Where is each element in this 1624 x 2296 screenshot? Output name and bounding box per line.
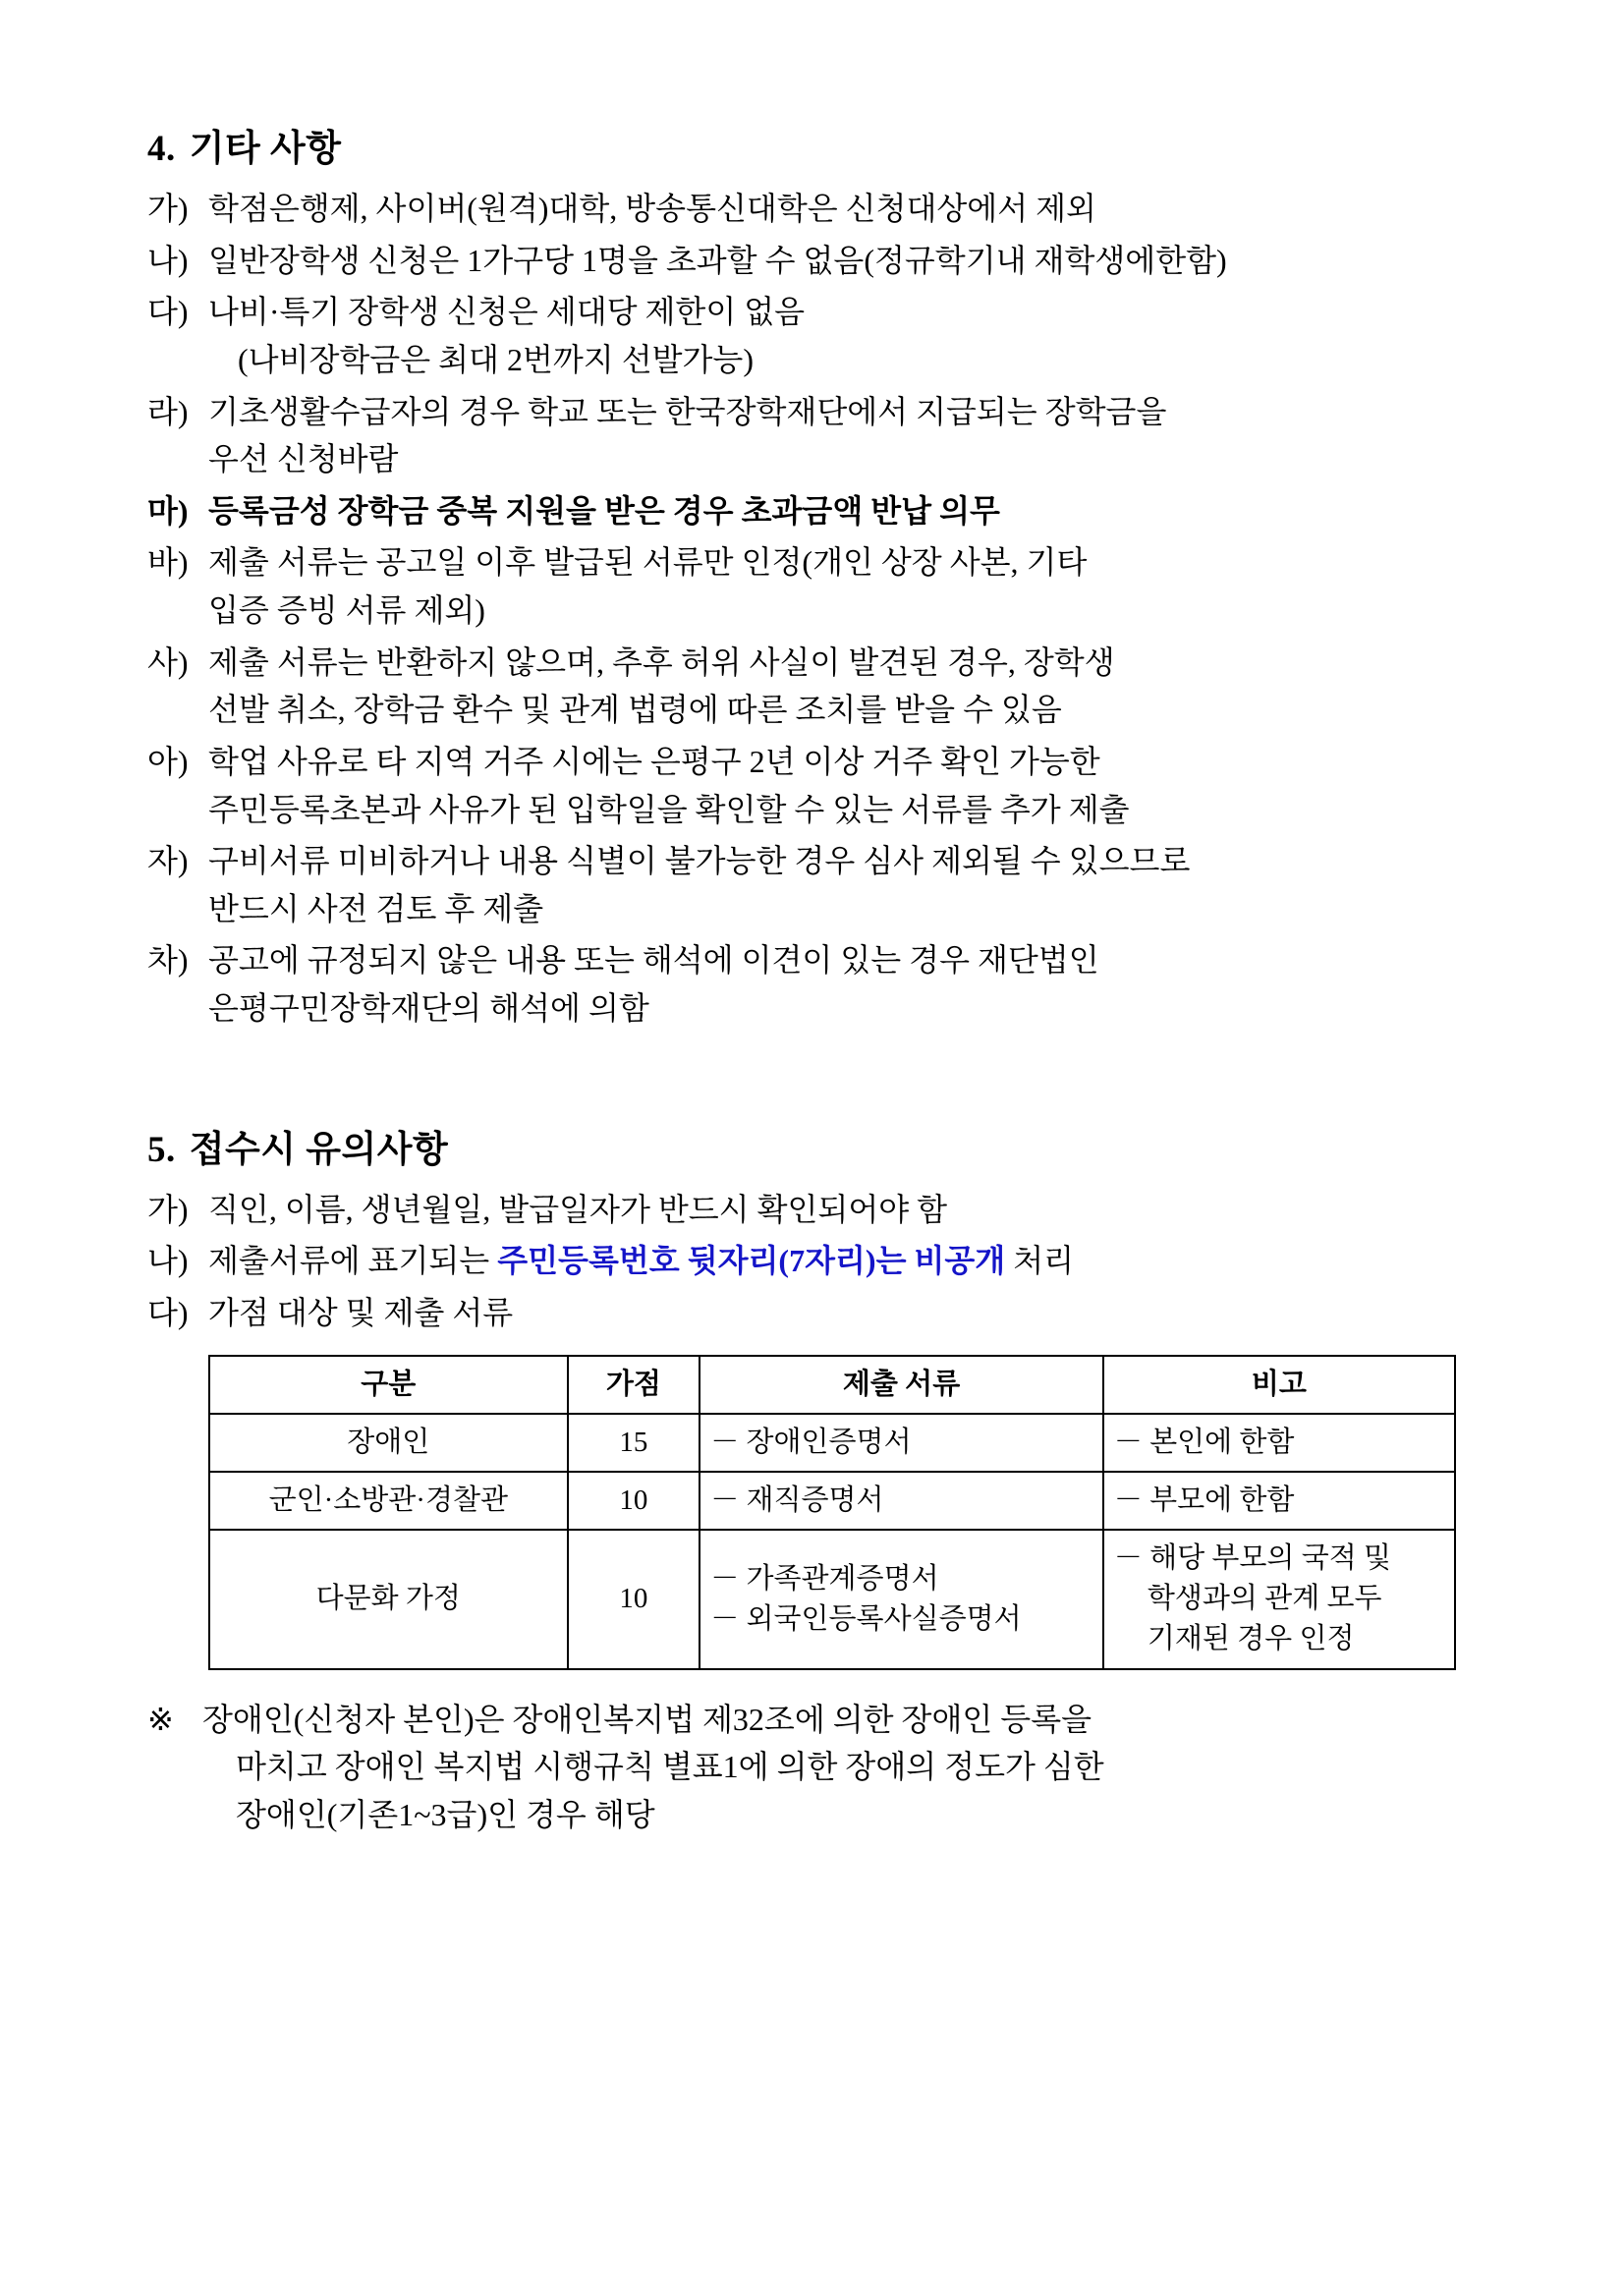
item-body [208, 185, 1477, 233]
column-header-points: 가점 [568, 1356, 700, 1414]
item-line: 제출 서류는 공고일 이후 발급된 서류만 인정(개인 상장 사본, 기타 [208, 544, 1088, 581]
item-body [208, 1186, 1477, 1234]
item-line: 학업 사유로 타 지역 거주 시에는 은평구 2년 이상 거주 확인 가능한 [208, 743, 1100, 779]
item-marker: 자) [147, 843, 189, 879]
cell-remarks [1103, 1414, 1455, 1472]
cell-points: 15 [568, 1414, 700, 1472]
item-marker: 가) [147, 1191, 189, 1227]
cell-points: 10 [568, 1530, 700, 1669]
footnote-line: 마치고 장애인 복지법 시행규칙 별표1에 의한 장애의 정도가 심한 [236, 1749, 1104, 1785]
item-text-suffix: 처리 [1005, 1243, 1075, 1279]
list-item [147, 487, 1477, 535]
section-4-title [147, 118, 1477, 171]
cell-remarks-line: － 본인에 한함 [1113, 1426, 1295, 1458]
list-item [147, 1186, 1477, 1234]
list-item [147, 738, 1477, 833]
item-body [208, 1289, 1477, 1337]
item-line: 반드시 사전 검토 후 제출 [208, 890, 544, 926]
item-line: 제출 서류는 반환하지 않으며, 추후 허위 사실이 발견된 경우, 장학생 [208, 644, 1115, 680]
item-line: 직인, 이름, 생년월일, 발급일자가 반드시 확인되어야 함 [208, 1191, 948, 1227]
cell-category: 장애인 [209, 1414, 568, 1472]
list-item [147, 538, 1477, 634]
item-line: 은평구민장학재단의 해석에 의함 [208, 990, 649, 1026]
item-marker: 마) [147, 492, 189, 529]
footnote-body [202, 1696, 1477, 1839]
section-4-heading: 기타 사항 [189, 129, 342, 169]
cell-documents [700, 1414, 1103, 1472]
cell-remarks-line: － 부모에 한함 [1113, 1484, 1295, 1516]
item-marker: 나) [147, 242, 189, 278]
column-header-documents: 제출 서류 [700, 1356, 1103, 1414]
item-line: 기초생활수급자의 경우 학교 또는 한국장학재단에서 지급되는 장학금을 [208, 393, 1167, 429]
table-header-row [209, 1356, 1455, 1414]
item-marker: 아) [147, 743, 189, 779]
list-item [147, 388, 1477, 483]
list-item [147, 185, 1477, 233]
list-item [147, 1289, 1477, 1337]
item-body [208, 237, 1477, 285]
item-line: 입증 증빙 서류 제외) [208, 592, 485, 628]
section-5-items [147, 1186, 1477, 1337]
cell-documents [700, 1472, 1103, 1530]
cell-remarks-line: － 해당 부모의 국적 및 [1113, 1542, 1391, 1575]
item-line: 학점은행제, 사이버(원격)대학, 방송통신대학은 신청대상에서 제외 [208, 191, 1096, 226]
item-marker: 사) [147, 644, 189, 680]
list-item [147, 837, 1477, 932]
item-body [208, 288, 1477, 383]
cell-points: 10 [568, 1472, 700, 1530]
item-line: 구비서류 미비하거나 내용 식별이 불가능한 경우 심사 제외될 수 있으므로 [208, 843, 1191, 879]
section-5-number: 5. [147, 1129, 176, 1170]
list-item [147, 288, 1477, 383]
cell-category: 군인·소방관·경찰관 [209, 1472, 568, 1530]
footnote-line: 장애인(기존1~3급)인 경우 해당 [236, 1796, 655, 1832]
cell-category: 다문화 가정 [209, 1530, 568, 1669]
list-item [147, 237, 1477, 285]
item-body [208, 1237, 1477, 1285]
item-marker: 다) [147, 1294, 189, 1330]
section-5-title [147, 1119, 1477, 1172]
column-header-category: 구분 [209, 1356, 568, 1414]
section-5 [147, 1119, 1477, 1839]
item-body [208, 388, 1477, 483]
cell-remarks [1103, 1472, 1455, 1530]
section-4 [147, 118, 1477, 1033]
item-body [208, 738, 1477, 833]
table-row [209, 1414, 1455, 1472]
item-marker: 나) [147, 1243, 189, 1279]
item-line: 등록금성 장학금 중복 지원을 받은 경우 초과금액 반납 의무 [208, 492, 1000, 529]
cell-remarks-line: 학생과의 관계 모두 [1147, 1583, 1382, 1615]
table-row [209, 1472, 1455, 1530]
item-line: 공고에 규정되지 않은 내용 또는 해석에 이견이 있는 경우 재단법인 [208, 942, 1099, 979]
cell-documents-line: － 장애인증명서 [710, 1426, 912, 1458]
item-line: 선발 취소, 장학금 환수 및 관계 법령에 따른 조치를 받을 수 있음 [208, 692, 1062, 728]
cell-documents-line: － 외국인등록사실증명서 [710, 1602, 1022, 1635]
section-spacer [147, 1042, 1477, 1119]
item-line: 일반장학생 신청은 1가구당 1명을 초과할 수 없음(정규학기내 재학생에한함) [208, 242, 1227, 278]
item-line: 우선 신청바람 [208, 441, 399, 477]
cell-documents [700, 1530, 1103, 1669]
footnote-marker: ※ [147, 1701, 174, 1737]
item-marker: 차) [147, 942, 189, 979]
item-line: 주민등록초본과 사유가 된 입학일을 확인할 수 있는 서류를 추가 제출 [208, 791, 1130, 827]
list-item [147, 1237, 1477, 1285]
item-line: (나비장학금은 최대 2번까지 선발가능) [238, 341, 754, 377]
cell-remarks [1103, 1530, 1455, 1669]
footnote-line: 장애인(신청자 본인)은 장애인복지법 제32조에 의한 장애인 등록을 [202, 1701, 1092, 1737]
item-line: 가점 대상 및 제출 서류 [208, 1294, 514, 1330]
privacy-highlight: 주민등록번호 뒷자리(7자리)는 비공개 [497, 1243, 1006, 1279]
section-5-heading: 접수시 유의사항 [189, 1129, 449, 1170]
item-body [208, 487, 1477, 535]
item-body [208, 639, 1477, 734]
item-marker: 다) [147, 294, 189, 330]
item-line: 나비·특기 장학생 신청은 세대당 제한이 없음 [208, 294, 806, 330]
list-item [147, 936, 1477, 1032]
item-text-prefix: 제출서류에 표기되는 [208, 1243, 498, 1279]
cell-documents-line: － 가족관계증명서 [710, 1562, 939, 1595]
column-header-remarks: 비고 [1103, 1356, 1455, 1414]
section-4-items [147, 185, 1477, 1033]
table-body [209, 1414, 1455, 1669]
item-line [208, 1237, 1477, 1285]
item-marker: 바) [147, 544, 189, 581]
footnote [147, 1696, 1477, 1839]
cell-documents-line: － 재직증명서 [710, 1484, 884, 1516]
table-row [209, 1530, 1455, 1669]
list-item [147, 639, 1477, 734]
item-marker: 라) [147, 393, 189, 429]
item-body [208, 837, 1477, 932]
section-4-number: 4. [147, 129, 176, 169]
cell-remarks-line: 기재된 경우 인정 [1147, 1623, 1355, 1655]
item-body [208, 936, 1477, 1032]
bonus-point-table [208, 1355, 1456, 1670]
table-head [209, 1356, 1455, 1414]
item-body [208, 538, 1477, 634]
item-marker: 가) [147, 191, 189, 226]
